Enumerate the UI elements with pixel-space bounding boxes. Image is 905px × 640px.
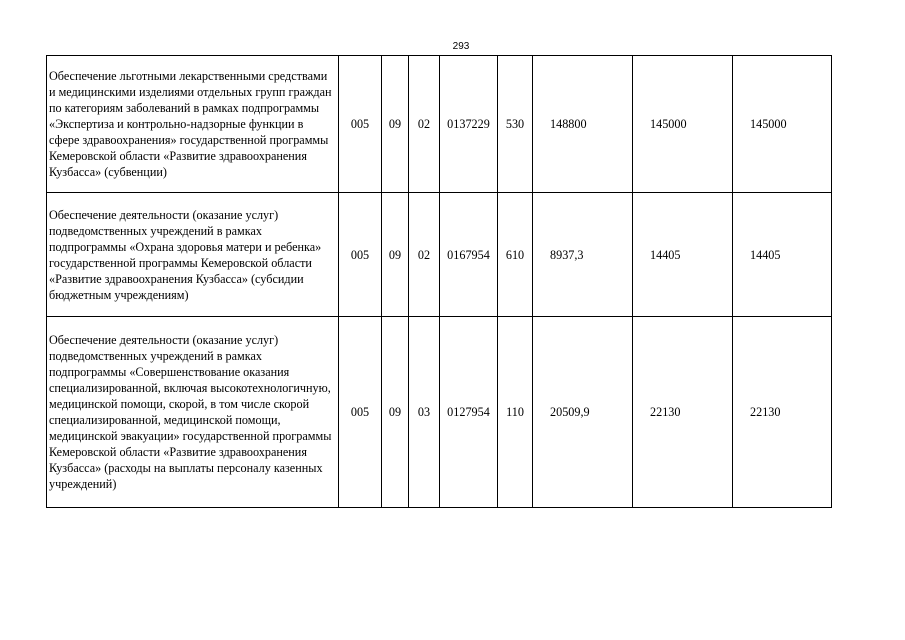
target-article-code: 0127954 [440, 317, 498, 508]
budget-table [46, 55, 832, 508]
amount-year-1: 148800 [533, 56, 633, 193]
table-row [47, 193, 832, 317]
expense-type-code: 530 [498, 56, 533, 193]
amount-year-3: 14405 [733, 193, 832, 317]
ministry-code: 005 [339, 193, 382, 317]
table-row [47, 56, 832, 193]
amount-year-2: 145000 [633, 56, 733, 193]
amount-year-3: 145000 [733, 56, 832, 193]
expense-type-code: 110 [498, 317, 533, 508]
section-code: 09 [382, 56, 409, 193]
amount-year-2: 22130 [633, 317, 733, 508]
row-description: Обеспечение деятельности (оказание услуг) подведомственных учреждений в рамках подпрограммы «Совершенствование оказания специализированной, включая высокотехнологичную, медицинской помощи, скорой, в том числе скорой специализированной, медицинской помощи, медицинской эвакуации» государственной программы Кемеровской области «Развитие здравоохранения Кузбасса» (расходы на выплаты персоналу казенных учреждений) [47, 317, 339, 508]
target-article-code: 0137229 [440, 56, 498, 193]
amount-year-1: 8937,3 [533, 193, 633, 317]
ministry-code: 005 [339, 317, 382, 508]
section-code: 09 [382, 317, 409, 508]
amount-year-2: 14405 [633, 193, 733, 317]
table-row [47, 317, 832, 508]
ministry-code: 005 [339, 56, 382, 193]
expense-type-code: 610 [498, 193, 533, 317]
page-number: 293 [452, 41, 470, 52]
target-article-code: 0167954 [440, 193, 498, 317]
subsection-code: 02 [409, 193, 440, 317]
amount-year-3: 22130 [733, 317, 832, 508]
section-code: 09 [382, 193, 409, 317]
row-description: Обеспечение льготными лекарственными средствами и медицинскими изделиями отдельных групп граждан по категориям заболеваний в рамках подпрограммы «Экспертиза и контрольно-надзорные функции в сфере здравоохранения» государственной программы Кемеровской области «Развитие здравоохранения Кузбасса» (субвенции) [47, 56, 339, 193]
subsection-code: 03 [409, 317, 440, 508]
amount-year-1: 20509,9 [533, 317, 633, 508]
subsection-code: 02 [409, 56, 440, 193]
row-description: Обеспечение деятельности (оказание услуг) подведомственных учреждений в рамках подпрограммы «Охрана здоровья матери и ребенка» государственной программы Кемеровской области «Развитие здравоохранения Кузбасса» (субсидии бюджетным учреждениям) [47, 193, 339, 317]
